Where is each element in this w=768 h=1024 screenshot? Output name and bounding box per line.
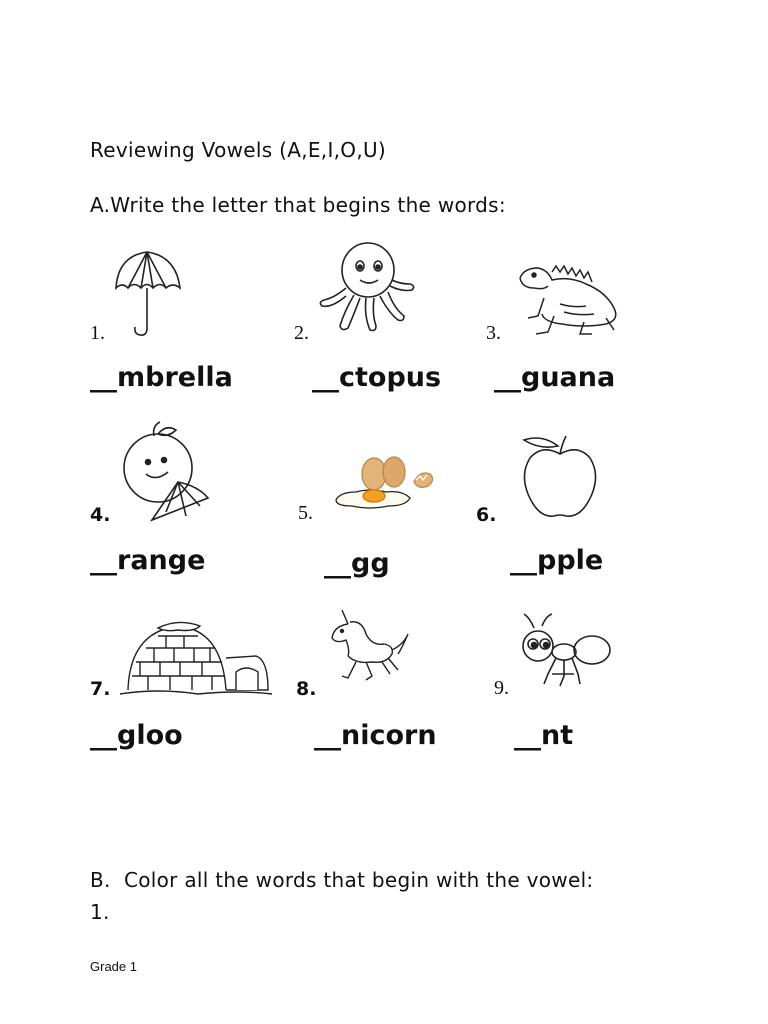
apple-icon	[520, 432, 600, 522]
item-number: 9.	[494, 677, 509, 699]
letter-blank[interactable]: __	[312, 362, 339, 393]
item-number: 8.	[296, 678, 317, 700]
fill-in-word-apple[interactable]	[510, 545, 603, 576]
item-number: 2.	[294, 322, 309, 344]
ant-icon	[516, 612, 614, 692]
word-ending: nicorn	[341, 720, 437, 751]
letter-blank[interactable]: __	[510, 545, 537, 576]
word-ending: nt	[541, 720, 574, 751]
fill-in-word-igloo[interactable]	[90, 720, 183, 751]
fill-in-word-orange[interactable]	[90, 545, 205, 576]
item-number: 1.	[90, 322, 105, 344]
fill-in-word-iguana[interactable]	[494, 362, 615, 393]
letter-blank[interactable]: __	[90, 362, 117, 393]
letter-blank[interactable]: __	[514, 720, 541, 751]
item-number: 7.	[90, 678, 111, 700]
word-ending: gg	[351, 548, 390, 579]
item-number: 6.	[476, 504, 497, 526]
letter-blank[interactable]: __	[314, 720, 341, 751]
word-ending: gloo	[117, 720, 183, 751]
octopus-icon	[316, 240, 416, 336]
igloo-icon	[118, 618, 272, 698]
word-ending: pple	[537, 545, 604, 576]
orange-icon	[118, 420, 210, 524]
section-a-instruction: A.Write the letter that begins the words:	[90, 193, 506, 217]
item-number: 4.	[90, 504, 111, 526]
fill-in-word-umbrella[interactable]	[90, 362, 233, 393]
iguana-icon	[514, 258, 626, 338]
letter-blank[interactable]: __	[90, 545, 117, 576]
letter-blank[interactable]: __	[494, 362, 521, 393]
page-title: Reviewing Vowels (A,E,I,O,U)	[90, 138, 387, 162]
fill-in-word-unicorn[interactable]	[314, 720, 437, 751]
section-b-instruction: B. Color all the words that begin with the vowel:	[90, 868, 594, 892]
fill-in-word-egg[interactable]	[324, 548, 390, 579]
footer-grade: Grade 1	[90, 959, 137, 974]
item-number: 5.	[298, 502, 313, 524]
eggs-icon	[330, 444, 438, 514]
letter-blank[interactable]: __	[324, 548, 351, 579]
umbrella-icon	[108, 248, 186, 340]
letter-blank[interactable]: __	[90, 720, 117, 751]
word-ending: ctopus	[339, 362, 442, 393]
section-b-item-number: 1.	[90, 900, 110, 924]
unicorn-icon	[328, 604, 410, 688]
fill-in-word-ant[interactable]	[514, 720, 573, 751]
word-ending: guana	[521, 362, 616, 393]
item-number: 3.	[486, 322, 501, 344]
word-ending: range	[117, 545, 206, 576]
word-ending: mbrella	[117, 362, 233, 393]
fill-in-word-octopus[interactable]	[312, 362, 441, 393]
